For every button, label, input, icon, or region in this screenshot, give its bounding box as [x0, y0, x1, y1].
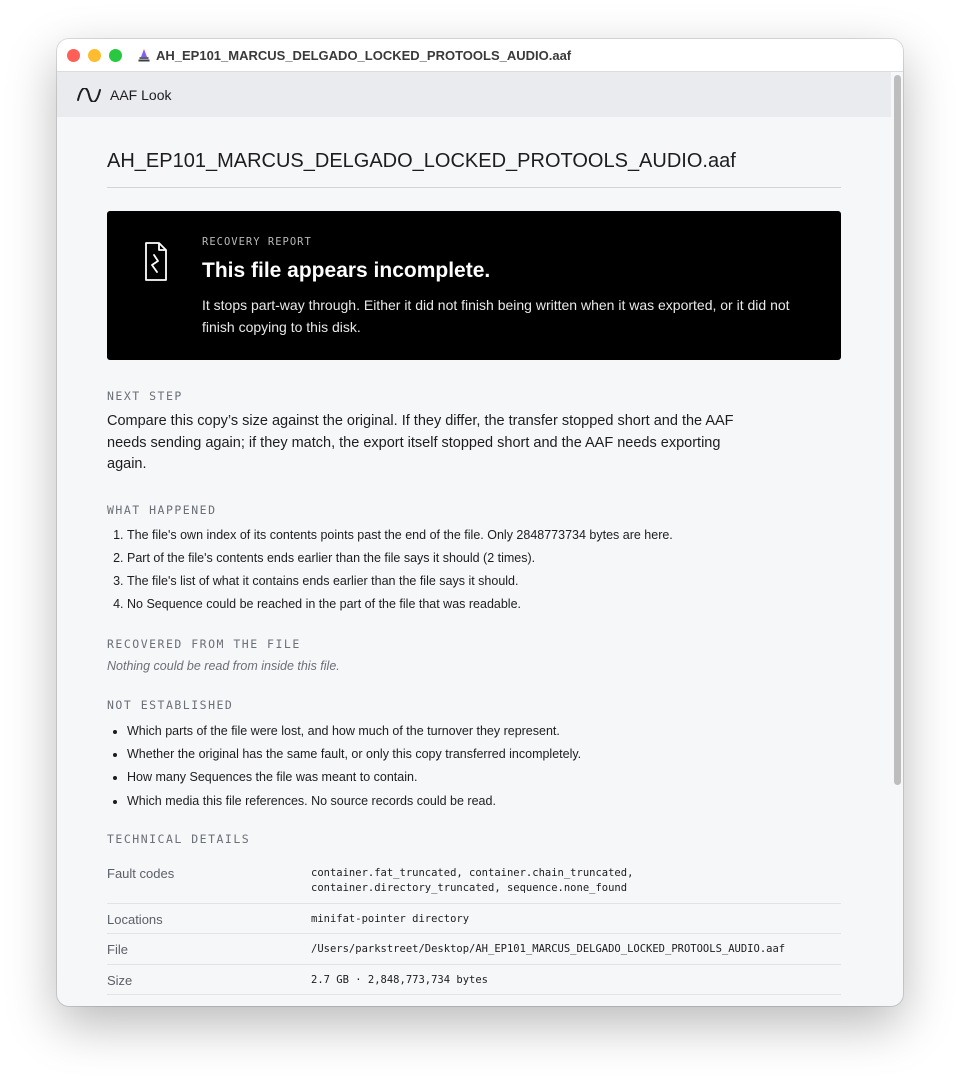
list-item: 3. The file's list of what it contains ends earlier than the file says it should.: [127, 572, 687, 590]
technical-details-table: [107, 858, 841, 996]
not-established-heading: NOT ESTABLISHED: [107, 697, 234, 712]
detail-key: File: [107, 942, 128, 958]
detail-value-line: container.directory_truncated, sequence.none_found: [311, 882, 628, 895]
list-item: • Which parts of the file were lost, and how much of the turnover they represent.: [127, 722, 841, 740]
report-headline: This file appears incomplete.: [202, 259, 491, 282]
table-row: [107, 904, 841, 935]
zoom-window-button[interactable]: [109, 49, 122, 62]
detail-value-line: minifat-pointer directory: [311, 912, 470, 925]
broken-file-icon: [143, 241, 169, 283]
detail-value: [311, 912, 841, 928]
recovered-heading: RECOVERED FROM THE FILE: [107, 636, 301, 651]
minimize-window-button[interactable]: [88, 49, 101, 62]
table-row: [107, 858, 841, 904]
table-row: [107, 965, 841, 996]
vertical-scrollbar[interactable]: [894, 75, 901, 785]
app-toolbar: [57, 72, 891, 117]
aaf-look-logo-icon: [77, 88, 101, 102]
report-description: It stops part-way through. Either it did not finish being written when it was exported, or it did not finish copying to this disk.: [202, 297, 790, 335]
not-established-list: [107, 722, 841, 810]
window-title: AH_EP101_MARCUS_DELGADO_LOCKED_PROTOOLS_AUDIO.aaf: [156, 47, 572, 63]
list-item: • Which media this file references. No source records could be read.: [127, 792, 841, 810]
next-step-text: Compare this copy’s size against the original. If they differ, the transfer stopped short and the AAF needs sending again; if they match, the export itself stopped short and the AAF needs exporting again.: [107, 413, 734, 472]
what-happened-heading: WHAT HAPPENED: [107, 502, 217, 517]
technical-details-heading: TECHNICAL DETAILS: [107, 831, 251, 846]
detail-value: [311, 942, 841, 958]
detail-key: Size: [107, 972, 133, 988]
detail-value-line: container.fat_truncated, container.chain_truncated,: [311, 866, 634, 879]
table-row: [107, 934, 841, 965]
list-item: 4. No Sequence could be reached in the part of the file that was readable.: [127, 595, 687, 613]
detail-value-line: /Users/parkstreet/Desktop/AH_EP101_MARCUS_DELGADO_LOCKED_PROTOOLS_AUDIO.aaf: [311, 943, 786, 956]
list-item: 2. Part of the file's contents ends earlier than the file says it should (2 times).: [127, 549, 687, 567]
detail-value-line: 2.7 GB · 2,848,773,734 bytes: [311, 973, 489, 986]
app-window: [57, 39, 903, 1006]
app-name: AAF Look: [110, 86, 172, 103]
report-content: [107, 117, 841, 1006]
close-window-button[interactable]: [67, 49, 80, 62]
list-item: • Whether the original has the same fault, or only this copy transferred incompletely.: [127, 745, 841, 763]
recovery-report-banner: [107, 211, 841, 360]
title-bar: [57, 39, 903, 72]
page-title: AH_EP101_MARCUS_DELGADO_LOCKED_PROTOOLS_AUDIO.aaf: [107, 150, 736, 172]
detail-key: Fault codes: [107, 865, 175, 881]
list-item: • How many Sequences the file was meant to contain.: [127, 768, 841, 786]
recovered-text: Nothing could be read from inside this file.: [107, 658, 340, 673]
list-item: 1. The file's own index of its contents points past the end of the file. Only 2848773734 bytes are here.: [127, 526, 687, 544]
aaf-document-icon: [138, 48, 150, 62]
detail-key: Locations: [107, 911, 163, 927]
what-happened-list: [107, 526, 687, 613]
title-divider: [107, 187, 841, 188]
report-kicker: RECOVERY REPORT: [202, 236, 312, 248]
detail-value: [311, 866, 841, 897]
next-step-heading: NEXT STEP: [107, 389, 183, 403]
window-controls: [67, 49, 122, 62]
detail-value: [311, 973, 841, 989]
